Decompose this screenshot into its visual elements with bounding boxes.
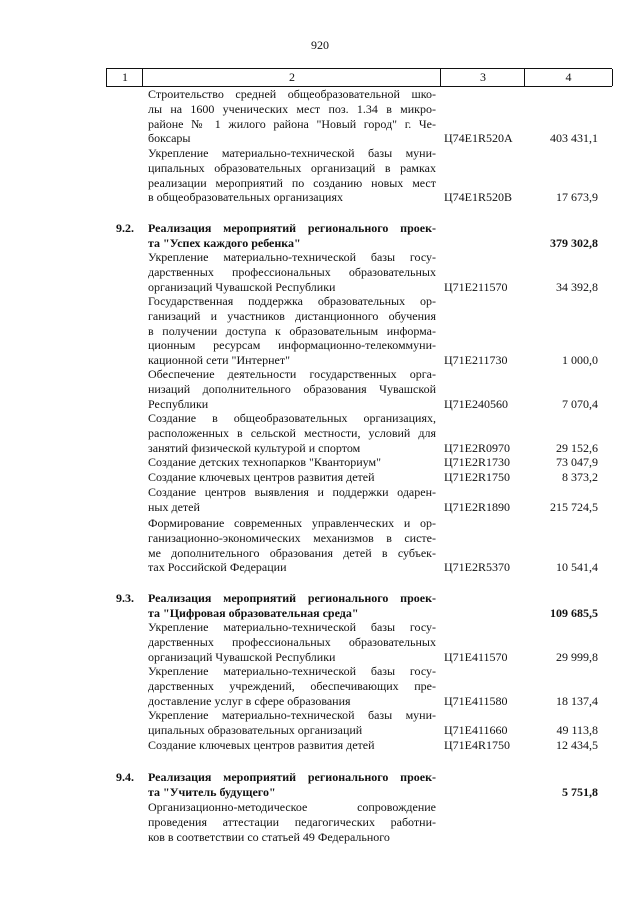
description-line: ков в соответствии со статьей 49 Федерального [148,829,390,844]
description-line: низаций дополнительного образования Чувашской [148,381,436,396]
amount-value: 379 302,8 [550,235,598,250]
description-line: тах Российской Федерации [148,560,287,575]
row-description [148,485,436,515]
budget-code: Ц74E1R520B [444,190,513,205]
row-description [148,770,436,800]
description-line: Укрепление материально-технической базы госу- [148,664,436,678]
description-line: Создание детских технопарков "Кванториум" [148,455,381,469]
description-line: Укрепление материально-технической базы госу- [148,250,436,264]
description-line: лы на 1600 ученических мест поз. 1.34 в микро- [148,101,436,116]
description-line: Реализация мероприятий регионального проек- [148,221,436,235]
row-description [148,708,436,738]
row-description [148,250,436,294]
section-number: 9.2. [116,221,134,235]
table-header [106,68,612,87]
budget-code: Ц71E4R1750 [444,738,510,752]
row-description [148,294,436,368]
budget-code: Ц71E2R1890 [444,499,510,514]
amount-value: 215 724,5 [550,499,598,514]
description-line: кационной сети "Интернет" [148,353,290,368]
amount-value: 5 751,8 [562,784,598,799]
row-description [148,516,436,575]
amount-value: 29 999,8 [556,649,598,664]
row-description [148,738,436,753]
amount-value: 18 137,4 [556,693,598,708]
description-line: занятий физической культурой и спортом [148,440,361,455]
description-line: Организационно-методическое сопровождение [148,800,436,814]
description-line: Республики [148,396,209,411]
row-description [148,367,436,411]
description-line: ципальных образовательных организаций в рамках [148,160,436,175]
description-line: дарственных учреждений, обеспечивающих пре- [148,678,436,693]
budget-code: Ц71E240560 [444,396,508,411]
budget-code: Ц71E2R1730 [444,455,510,469]
budget-code: Ц71E2R0970 [444,440,510,455]
description-line: проведения аттестации педагогических работни- [148,814,436,829]
description-line: та "Учитель будущего" [148,784,276,799]
row-description [148,800,436,844]
description-line: расположенных в сельской местности, условий для [148,425,436,440]
amount-value: 34 392,8 [556,279,598,294]
amount-value: 10 541,4 [556,560,598,575]
description-line: ционным ресурсам информационно-телекоммуни- [148,338,436,353]
amount-value: 73 047,9 [556,455,598,469]
description-line: в общеобразовательных организациях [148,190,343,205]
page-number: 920 [311,38,329,52]
header-col-2: 2 [142,69,441,86]
header-col-1: 1 [106,69,143,86]
row-description [148,591,436,621]
row-description [148,411,436,455]
budget-code: Ц71E411570 [444,649,508,664]
description-line: районе № 1 жилого района "Новый город" г. Че- [148,116,436,131]
description-line: Создание центров выявления и поддержки одарен- [148,485,436,499]
description-line: Создание ключевых центров развития детей [148,470,375,484]
description-line: ме дополнительного образования детей в субъек- [148,545,436,560]
description-line: Укрепление материально-технической базы муни- [148,146,436,160]
amount-value: 8 373,2 [562,470,598,484]
row-description [148,146,436,205]
description-line: Создание ключевых центров развития детей [148,738,375,752]
amount-value: 1 000,0 [562,353,598,368]
budget-code: Ц71E411580 [444,693,508,708]
description-line: Реализация мероприятий регионального проек- [148,770,436,784]
description-line: ганизационно-экономических механизмов в систе- [148,530,436,545]
description-line: та "Успех каждого ребенка" [148,235,301,250]
row-description [148,664,436,708]
amount-value: 17 673,9 [556,190,598,205]
amount-value: 7 070,4 [562,396,598,411]
row-description [148,87,436,146]
description-line: ципальных образовательных организаций [148,722,363,737]
row-description [148,455,436,470]
header-col-3: 3 [440,69,525,86]
description-line: Создание в общеобразовательных организациях, [148,411,436,425]
budget-code: Ц71E2R1750 [444,470,510,484]
budget-code: Ц71E2R5370 [444,560,510,575]
description-line: дарственных профессиональных образовательных [148,634,436,649]
description-line: Укрепление материально-технической базы госу- [148,620,436,634]
row-description [148,221,436,251]
budget-code: Ц71E411660 [444,722,508,737]
amount-value: 12 434,5 [556,738,598,752]
description-line: доставление услуг в сфере образования [148,693,351,708]
description-line: Формирование современных управленческих и ор- [148,516,436,530]
section-number: 9.4. [116,770,134,784]
amount-value: 49 113,8 [556,722,598,737]
budget-code: Ц74E1R520A [444,131,513,146]
row-description [148,620,436,664]
description-line: организаций Чувашской Республики [148,279,336,294]
budget-code: Ц71E211570 [444,279,508,294]
amount-value: 29 152,6 [556,440,598,455]
description-line: та "Цифровая образовательная среда" [148,605,359,620]
description-line: реализации мероприятий по созданию новых мест [148,175,436,190]
amount-value: 403 431,1 [550,131,598,146]
header-col-4: 4 [524,69,613,86]
description-line: ганизаций и участников дистанционного обучения [148,308,436,323]
description-line: Укрепление материально-технической базы муни- [148,708,436,722]
description-line: Обеспечение деятельности государственных орга- [148,367,436,381]
description-line: организаций Чувашской Республики [148,649,336,664]
row-description [148,470,436,485]
description-line: Строительство средней общеобразовательной шко- [148,87,436,101]
description-line: Государственная поддержка образовательных ор- [148,294,436,308]
description-line: дарственных профессиональных образовательных [148,264,436,279]
section-number: 9.3. [116,591,134,605]
budget-code: Ц71E211730 [444,353,508,368]
amount-value: 109 685,5 [550,605,598,620]
description-line: ных детей [148,499,200,514]
description-line: боксары [148,131,191,146]
description-line: Реализация мероприятий регионального проек- [148,591,436,605]
description-line: в получении доступа к образовательным информа- [148,323,436,338]
